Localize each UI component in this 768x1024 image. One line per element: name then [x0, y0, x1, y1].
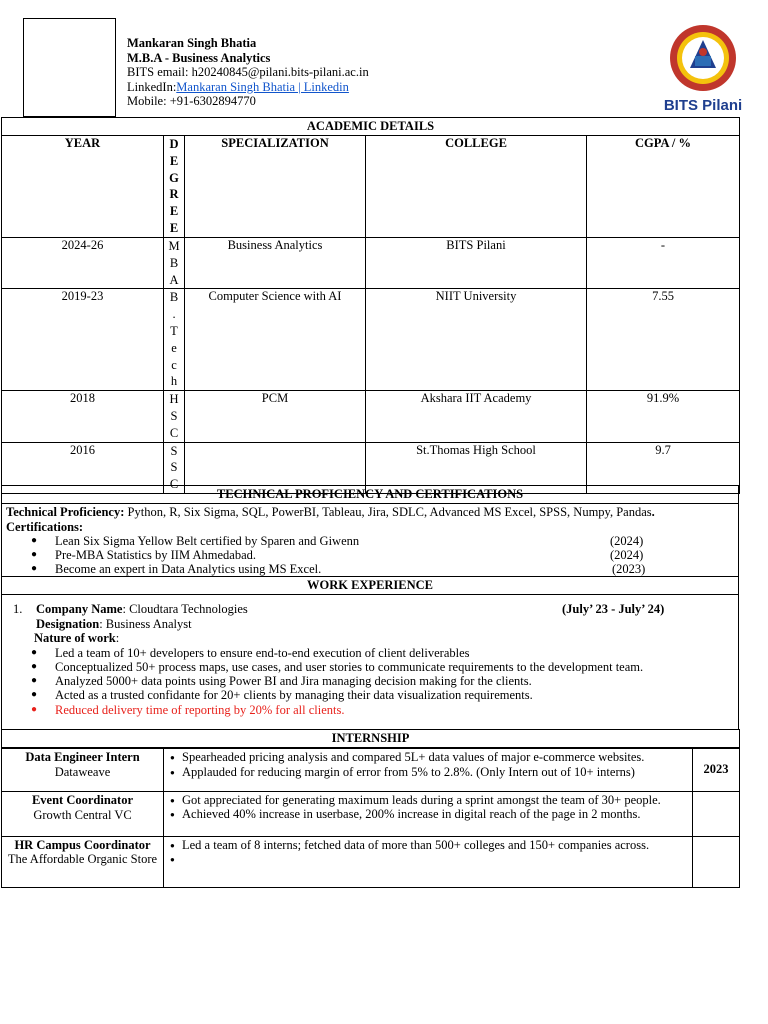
list-item: ● Conceptualized 50+ process maps, use cases, and user stories to communicate requirements to the development team.: [2, 660, 738, 674]
intern-role-cell: [2, 791, 164, 836]
designation-line: [2, 617, 738, 632]
program-name: M.B.A - Business Analytics: [127, 50, 271, 65]
row-degree: H S C: [164, 391, 185, 442]
photo-placeholder: [23, 18, 116, 117]
cert-year: (2024): [610, 547, 644, 562]
intern-year: 2023: [693, 748, 740, 791]
proficiency-label: Technical Proficiency:: [6, 505, 125, 519]
row-specialization: Computer Science with AI: [185, 289, 366, 391]
mobile-line: Mobile: +91-6302894770: [127, 94, 256, 108]
certifications-list: [2, 534, 734, 577]
intern-org: Dataweave: [54, 765, 111, 779]
linkedin-link[interactable]: Mankaran Singh Bhatia | Linkedin: [176, 79, 349, 94]
logo-emblem-icon: [660, 22, 746, 114]
company-name: : Cloudtara Technologies: [122, 602, 248, 616]
list-item: ● Got appreciated for generating maximum leads during a sprint amongst the team of 30+ people.: [164, 793, 692, 808]
row-degree: B . T e c h: [164, 289, 185, 391]
work-number: 1.: [13, 602, 23, 616]
list-item: ● Spearheaded pricing analysis and compared 5L+ data values of major e-commerce websites.: [164, 750, 692, 765]
year-header: YEAR: [2, 136, 164, 238]
work-section-title: WORK EXPERIENCE: [2, 577, 739, 595]
row-cgpa: 7.55: [587, 289, 740, 391]
work-table: [1, 576, 739, 730]
table-row: [2, 391, 740, 442]
intern-points: [164, 750, 692, 779]
list-item: ● Led a team of 10+ developers to ensure end-to-end execution of client deliverables: [2, 646, 738, 660]
table-row: [2, 791, 740, 836]
proficiency-line: [6, 505, 734, 520]
cert-name: Lean Six Sigma Yellow Belt certified by Sparen and Giwenn: [55, 533, 360, 548]
academic-section-title: ACADEMIC DETAILS: [2, 118, 740, 136]
email-value: h20240845@pilani.bits-pilani.ac.in: [191, 65, 369, 79]
certifications-label: Certifications:: [6, 519, 84, 534]
work-period: (July’ 23 - July’ 24): [562, 602, 665, 616]
row-year: 2024-26: [2, 238, 164, 289]
intern-org: The Affordable Organic Store: [7, 851, 158, 866]
candidate-name: Mankaran Singh Bhatia: [127, 36, 257, 50]
linkedin-line: [127, 80, 369, 95]
technical-table: [1, 485, 739, 577]
technical-section-title: TECHNICAL PROFICIENCY AND CERTIFICATIONS: [2, 486, 739, 504]
row-college: BITS Pilani: [366, 238, 587, 289]
bits-pilani-logo: [660, 22, 746, 114]
list-item: [2, 534, 734, 548]
intern-points: [164, 793, 692, 822]
row-cgpa: 9.7: [587, 442, 740, 493]
degree-header: D E G R E E: [164, 136, 185, 238]
internship-section-title: INTERNSHIP: [2, 730, 740, 749]
table-row: [2, 836, 740, 887]
cert-name: Become an expert in Data Analytics using MS Excel.: [55, 562, 322, 577]
academic-table: [1, 117, 740, 494]
nature-label: Nature of work: [34, 631, 116, 645]
intern-points: [164, 838, 692, 867]
list-item: ● Led a team of 8 interns; fetched data of more than 500+ colleges and 150+ companies across.: [164, 838, 692, 853]
intern-points-cell: [164, 748, 693, 791]
proficiency-skills: Python, R, Six Sigma, SQL, PowerBI, Tableau, Jira, SDLC, Advanced MS Excel, SPSS, Numpy, Pandas: [124, 505, 652, 519]
list-item: ● Achieved 40% increase in userbase, 200% increase in digital reach of the page in 2 months.: [164, 807, 692, 822]
contact-header: [127, 36, 369, 109]
designation-value: : Business Analyst: [99, 616, 192, 631]
nature-line: [2, 631, 738, 646]
row-specialization: PCM: [185, 391, 366, 442]
table-row: [2, 238, 740, 289]
list-item: [2, 548, 734, 562]
cert-year: (2023): [612, 562, 646, 577]
work-bullets: [2, 646, 738, 717]
intern-role: Event Coordinator: [31, 792, 134, 807]
intern-org: Growth Central VC: [33, 807, 132, 822]
internship-table: [1, 729, 740, 888]
row-year: 2019-23: [2, 289, 164, 391]
intern-year: [693, 836, 740, 887]
logo-text: BITS Pilani: [663, 97, 743, 114]
row-year: 2018: [2, 391, 164, 442]
company-label: Company Name: [36, 602, 123, 616]
intern-role-cell: [2, 836, 164, 887]
intern-role: Data Engineer Intern: [25, 750, 140, 764]
work-content: [2, 595, 739, 730]
cert-year: (2024): [610, 533, 644, 548]
list-item: ● Applauded for reducing margin of error from 5% to 2.8%. (Only Intern out of 10+ interns): [164, 765, 692, 780]
nature-colon: :: [115, 631, 120, 645]
intern-role-cell: [2, 748, 164, 791]
linkedin-label: LinkedIn:: [127, 79, 177, 94]
designation-label: Designation: [36, 616, 100, 631]
intern-role: HR Campus Coordinator: [14, 837, 151, 852]
row-degree: M B A: [164, 238, 185, 289]
row-degree: S S C: [164, 442, 185, 493]
intern-points-cell: [164, 791, 693, 836]
row-college: NIIT University: [366, 289, 587, 391]
table-row: [2, 748, 740, 791]
row-college: St.Thomas High School: [366, 442, 587, 493]
row-specialization: Business Analytics: [185, 238, 366, 289]
intern-points-cell: [164, 836, 693, 887]
list-item: ● Acted as a trusted confidante for 20+ clients by managing their data visualization requirements.: [2, 688, 738, 702]
row-cgpa: -: [587, 238, 740, 289]
row-college: Akshara IIT Academy: [366, 391, 587, 442]
list-item-empty: [164, 852, 692, 867]
table-row: [2, 289, 740, 391]
email-label: BITS email:: [127, 65, 192, 79]
cgpa-header: CGPA / %: [587, 136, 740, 238]
specialization-header: SPECIALIZATION: [185, 136, 366, 238]
proficiency-end: .: [651, 505, 655, 519]
list-item-highlight: ● Reduced delivery time of reporting by 20% for all clients.: [2, 703, 738, 717]
cert-name: Pre-MBA Statistics by IIM Ahmedabad.: [55, 547, 257, 562]
list-item: [2, 562, 734, 576]
technical-content: [2, 504, 739, 577]
intern-year: [693, 791, 740, 836]
row-year: 2016: [2, 442, 164, 493]
company-line: [2, 602, 738, 617]
row-cgpa: 91.9%: [587, 391, 740, 442]
email-line: [127, 65, 369, 80]
college-header: COLLEGE: [366, 136, 587, 238]
list-item: ● Analyzed 5000+ data points using Power BI and Jira managing decision making for the clients.: [2, 674, 738, 688]
